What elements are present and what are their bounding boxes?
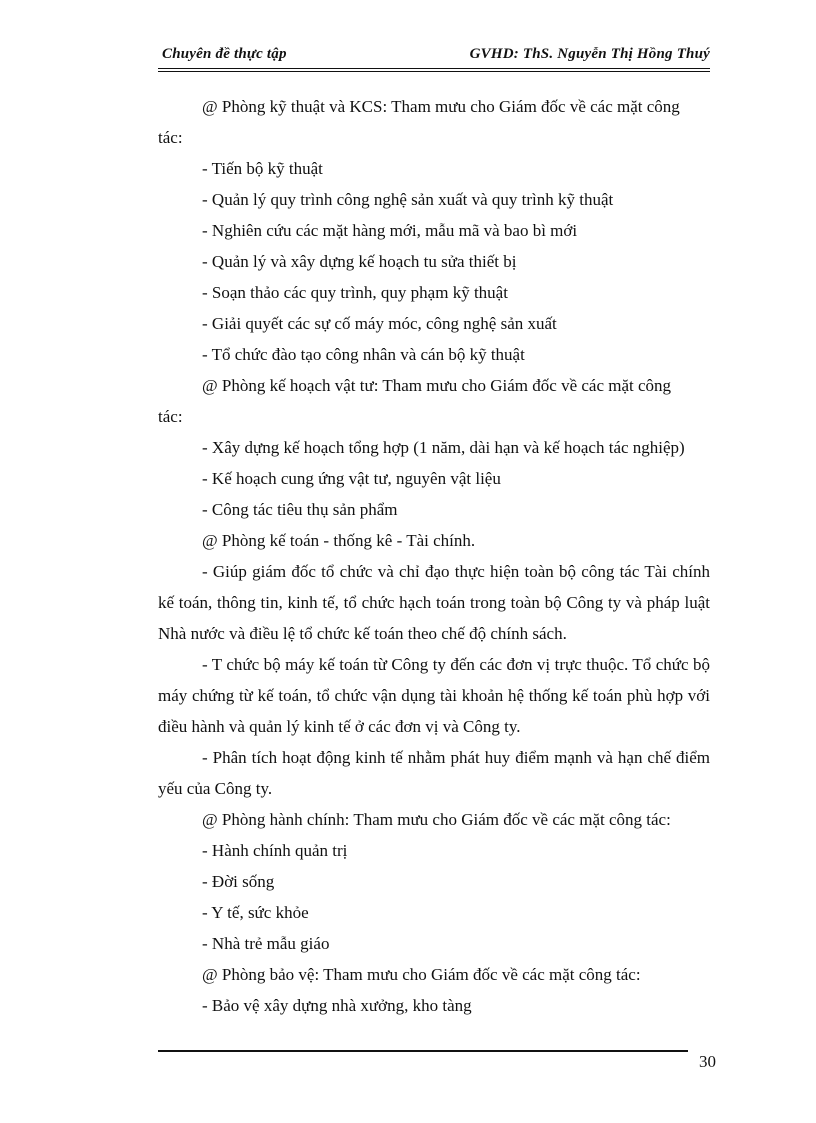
page-number: 30 [699, 1052, 716, 1071]
section-heading: @ Phòng hành chính: Tham mưu cho Giám đốc về các mặt công tác: [202, 810, 671, 829]
paragraph-line: tác: [158, 407, 183, 426]
list-item: - Hành chính quản trị [202, 841, 348, 860]
header-rule [158, 68, 710, 69]
footer-rule [158, 1050, 688, 1052]
document-body [158, 91, 710, 1021]
list-item: - Bảo vệ xây dựng nhà xưởng, kho tàng [202, 996, 472, 1015]
header-rule-thin [158, 71, 710, 72]
list-item: - Công tác tiêu thụ sản phẩm [202, 500, 398, 519]
paragraph-line: tác: [158, 128, 183, 147]
list-item: - Đời sống [202, 872, 275, 891]
list-item: - Quản lý và xây dựng kế hoạch tu sửa thiết bị [202, 252, 517, 271]
list-item: - Nghiên cứu các mặt hàng mới, mẫu mã và bao bì mới [202, 221, 578, 240]
section-heading: @ Phòng kế hoạch vật tư: Tham mưu cho Giám đốc về các mặt công [202, 376, 672, 395]
list-item: - Quản lý quy trình công nghệ sản xuất và quy trình kỹ thuật [202, 190, 614, 209]
paragraph: - Giúp giám đốc tổ chức và chỉ đạo thực hiện toàn bộ công tác Tài chính kế toán, thông tin, kinh tế, tổ chức hạch toán trong toàn bộ Công ty và pháp luật Nhà nước và điều lệ tổ chức kế toán theo chế độ chính sách. [158, 562, 710, 643]
list-item: - Giải quyết các sự cố máy móc, công nghệ sản xuất [202, 314, 557, 333]
paragraph-line: @ Phòng kỹ thuật và KCS: Tham mưu cho Giám đốc về các mặt công [202, 97, 680, 116]
header-document-title: Chuyên đề thực tập [162, 46, 287, 62]
list-item: - Xây dựng kế hoạch tổng hợp (1 năm, dài hạn và kế hoạch tác nghiệp) [202, 438, 685, 457]
list-item: - Y tế, sức khỏe [202, 903, 309, 922]
header-supervisor: GVHD: ThS. Nguyễn Thị Hồng Thuý [469, 46, 710, 62]
list-item: - Kế hoạch cung ứng vật tư, nguyên vật liệu [202, 469, 501, 488]
section-heading: @ Phòng kế toán - thống kê - Tài chính. [202, 531, 476, 550]
list-item: - Tiến bộ kỹ thuật [202, 159, 323, 178]
paragraph: - T chức bộ máy kế toán từ Công ty đến các đơn vị trực thuộc. Tổ chức bộ máy chứng từ kế toán, tổ chức vận dụng tài khoản hệ thống kế toán phù hợp với điều hành và quản lý kinh tế ở các đơn vị và Công ty. [158, 655, 710, 736]
paragraph: - Phân tích hoạt động kinh tế nhằm phát huy điểm mạnh và hạn chế điểm yếu của Công ty. [158, 748, 710, 798]
list-item: - Nhà trẻ mẫu giáo [202, 934, 330, 953]
section-heading: @ Phòng bảo vệ: Tham mưu cho Giám đốc về các mặt công tác: [202, 965, 641, 984]
list-item: - Soạn thảo các quy trình, quy phạm kỹ thuật [202, 283, 508, 302]
list-item: - Tổ chức đào tạo công nhân và cán bộ kỹ thuật [202, 345, 525, 364]
